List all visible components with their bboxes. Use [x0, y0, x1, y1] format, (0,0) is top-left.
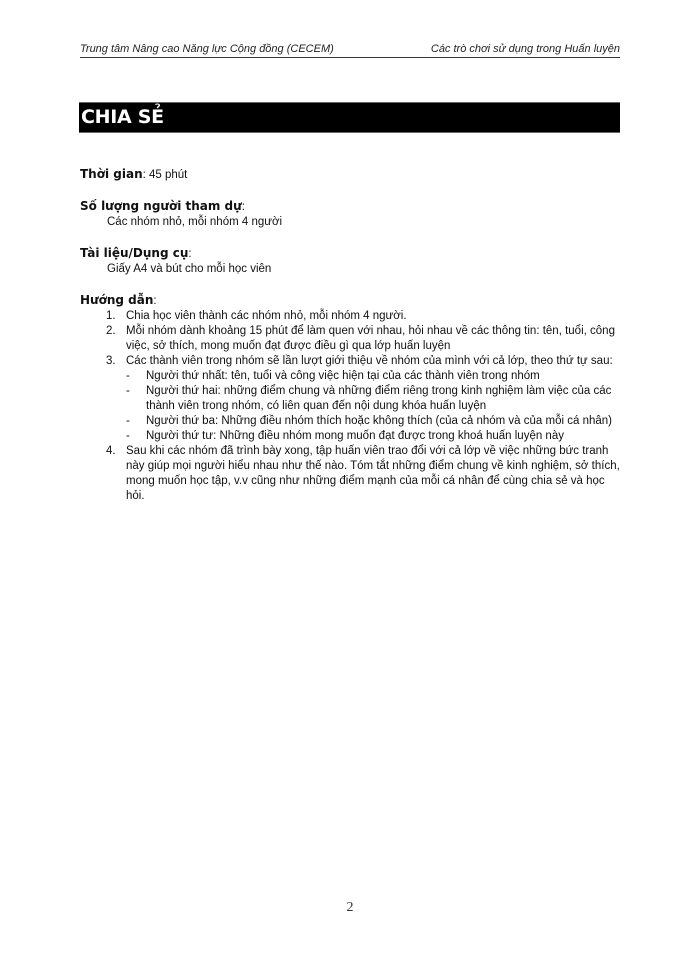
header-right: Các trò chơi sử dụng trong Huấn luyện: [430, 43, 620, 55]
document-body: [80, 167, 620, 520]
participants-block: [80, 199, 620, 230]
section-banner: [79, 102, 620, 133]
header-left: Trung tâm Nâng cao Năng lực Cộng đồng (CECEM): [80, 43, 334, 55]
materials-block: [80, 246, 620, 277]
materials-value: Giấy A4 và bút cho mỗi học viên: [107, 263, 272, 275]
time-label: Thời gian: [80, 167, 143, 181]
colon: :: [188, 248, 192, 260]
instructions-list: [80, 309, 620, 504]
sub-list-item: - Người thứ hai: những điểm chung và những điểm riêng trong kinh nghiệm làm việc của các thành viên trong nhóm, có liên quan đến nội dung khóa huấn luyện: [126, 385, 612, 412]
step-text: Mỗi nhóm dành khoảng 15 phút để làm quen với nhau, hỏi nhau về các thông tin: tên, tuổi, công việc, sở thích, mong muốn đạt được điều gì qua lớp huấn luyện: [126, 325, 615, 352]
sub-item-text: Người thứ tư: Những điều nhóm mong muốn đạt được trong khoá huấn luyện này: [146, 430, 564, 442]
step-number: 4.: [106, 445, 116, 457]
materials-label: Tài liệu/Dụng cụ: [80, 246, 189, 260]
time-value: : 45 phút: [142, 169, 188, 181]
time-block: [80, 167, 620, 183]
instructions-label: Hướng dẫn: [80, 293, 154, 307]
page-header: [80, 43, 620, 58]
section-title: CHIA SẺ: [81, 106, 164, 128]
step-number: 1.: [106, 310, 116, 322]
sub-item-text: Người thứ nhất: tên, tuổi và công việc hiện tại của các thành viên trong nhóm: [146, 370, 540, 382]
step-text: Các thành viên trong nhóm sẽ lần lượt giới thiệu về nhóm của mình với cả lớp, theo thứ tự sau:: [126, 355, 613, 367]
page-number: 2: [346, 900, 354, 915]
sub-list-item: - Người thứ tư: Những điều nhóm mong muốn đạt được trong khoá huấn luyện này: [126, 430, 564, 442]
step-text: Sau khi các nhóm đã trình bày xong, tập huấn viên trao đổi với cả lớp về việc những bức tranh này giúp mọi người hiểu nhau như thế nào. Tóm tắt những điểm chung về kinh nghiệm, sở thích, mong muốn học tập, v.v cũng như những điểm mạnh của mỗi cá nhân để cùng chia sẻ và học hỏi.: [126, 445, 620, 502]
instructions-block: [80, 293, 620, 504]
participants-label: Số lượng người tham dự: [80, 199, 242, 213]
step-number: 3.: [106, 355, 116, 367]
sub-item-text: Người thứ ba: Những điều nhóm thích hoặc không thích (của cả nhóm và của mỗi cá nhân): [146, 415, 612, 427]
list-item: [80, 324, 620, 354]
sub-list: [126, 369, 620, 444]
sub-list-item: - Người thứ ba: Những điều nhóm thích hoặc không thích (của cả nhóm và của mỗi cá nhân): [126, 415, 612, 427]
list-item: [80, 444, 620, 504]
colon: :: [153, 295, 157, 307]
sub-list-item: - Người thứ nhất: tên, tuổi và công việc hiện tại của các thành viên trong nhóm: [126, 370, 540, 382]
sub-item-text: Người thứ hai: những điểm chung và những điểm riêng trong kinh nghiệm làm việc của các thành viên trong nhóm, có liên quan đến nội dung khóa huấn luyện: [146, 385, 612, 412]
step-number: 2.: [106, 325, 116, 337]
participants-value: Các nhóm nhỏ, mỗi nhóm 4 người: [107, 216, 283, 228]
list-item: [80, 309, 620, 324]
step-text: Chia học viên thành các nhóm nhỏ, mỗi nhóm 4 người.: [126, 310, 407, 322]
colon: :: [241, 201, 245, 213]
list-item: [80, 354, 620, 444]
